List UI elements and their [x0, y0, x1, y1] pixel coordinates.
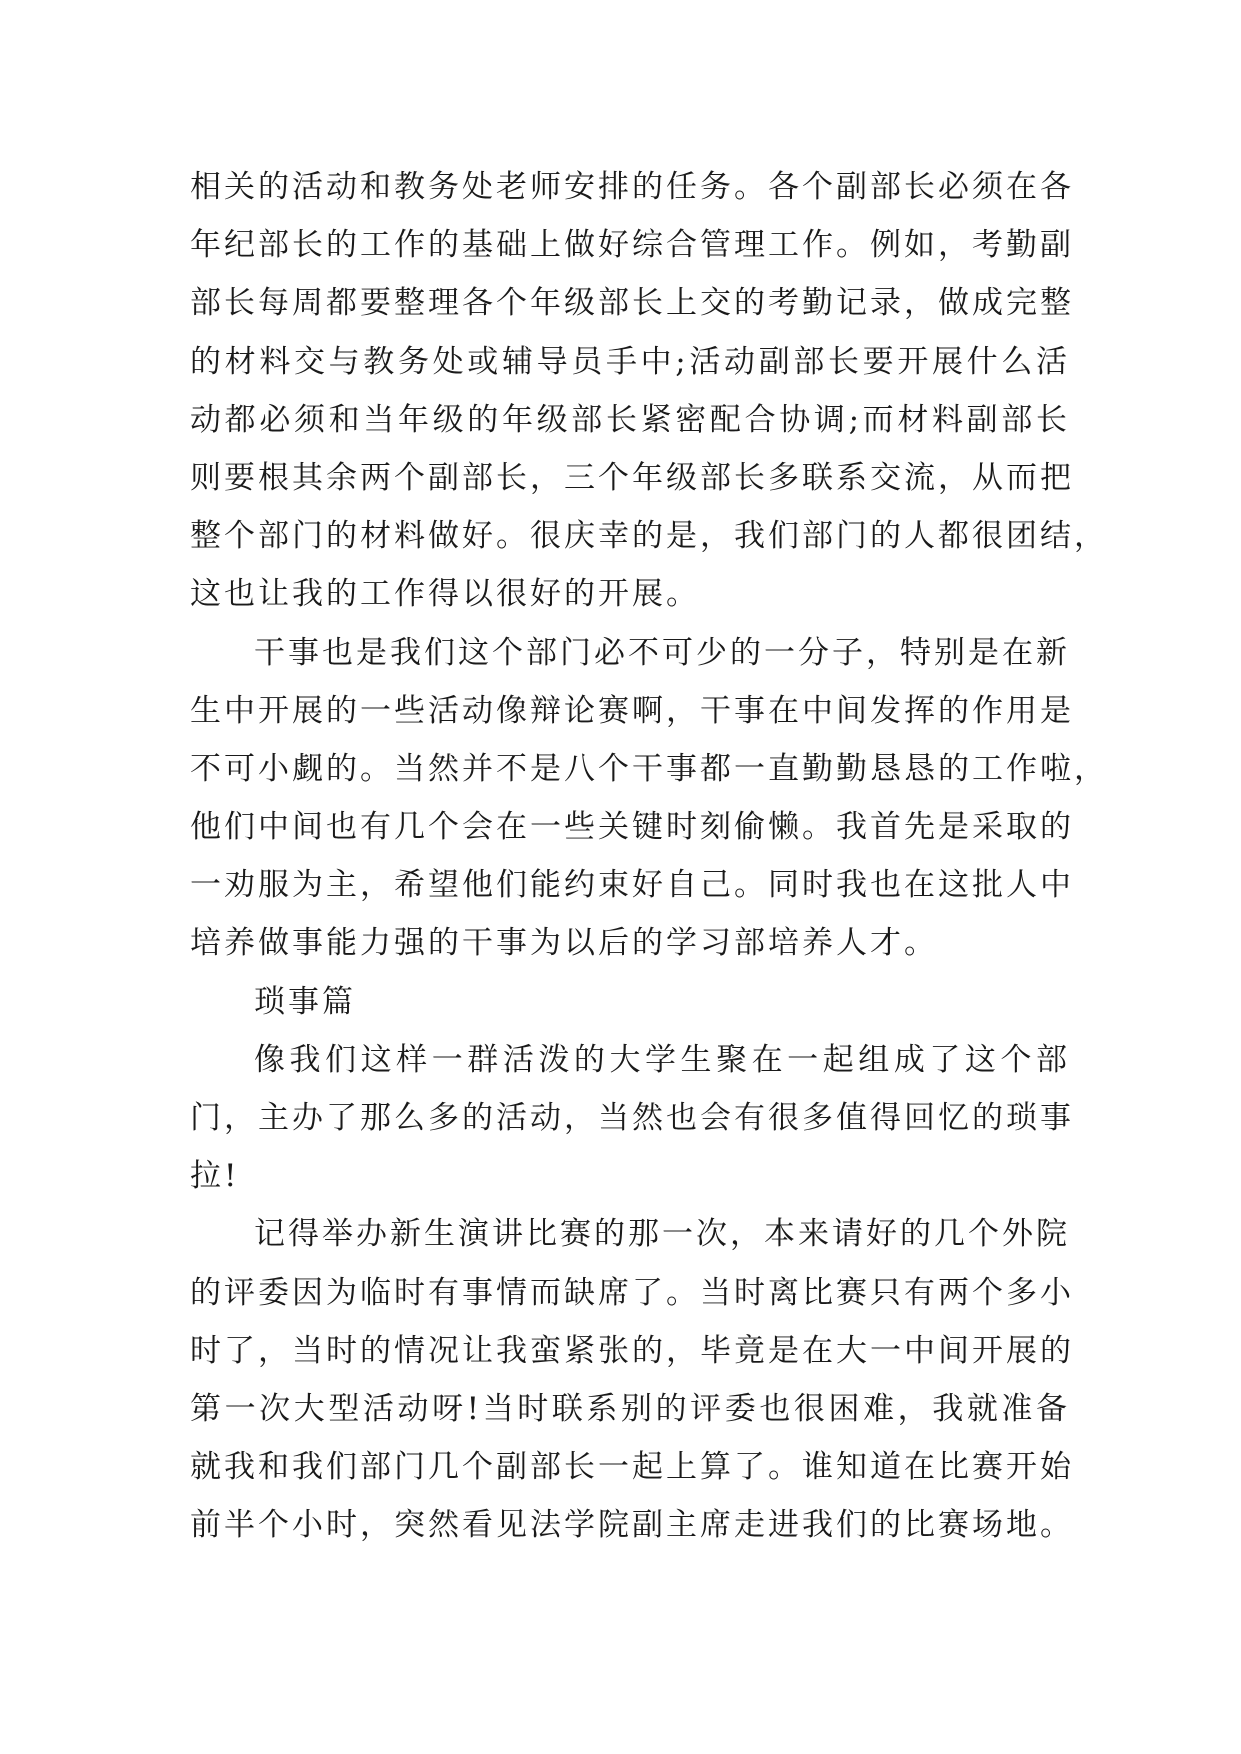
text-line: 生中开展的一些活动像辩论赛啊，干事在中间发挥的作用是 [190, 692, 1074, 729]
text-line: 的评委因为临时有事情而缺席了。当时离比赛只有两个多小 [190, 1274, 1074, 1311]
text-line: 第一次大型活动呀!当时联系别的评委也很困难，我就准备 [190, 1390, 1070, 1427]
text-line: 琐事篇 [254, 983, 356, 1020]
text-line: 门，主办了那么多的活动，当然也会有很多值得回忆的琐事 [190, 1100, 1074, 1136]
text-line: 他们中间也有几个会在一些关键时刻偷懒。我首先是采取的 [190, 809, 1074, 846]
text-line: 这也让我的工作得以很好的开展。 [190, 576, 700, 613]
text-line: 则要根其余两个副部长，三个年级部长多联系交流，从而把 [190, 459, 1074, 496]
text-line: 的材料交与教务处或辅导员手中;活动副部长要开展什么活 [190, 343, 1070, 380]
text-line: 整个部门的材料做好。很庆幸的是，我们部门的人都很团结， [190, 518, 1108, 555]
text-line: 记得举办新生演讲比赛的那一次，本来请好的几个外院 [254, 1216, 1070, 1253]
text-line: 年纪部长的工作的基础上做好综合管理工作。例如，考勤副 [190, 227, 1074, 264]
text-line: 拉! [190, 1158, 240, 1195]
text-line: 时了，当时的情况让我蛮紧张的，毕竟是在大一中间开展的 [190, 1332, 1074, 1369]
text-line: 部长每周都要整理各个年级部长上交的考勤记录，做成完整 [190, 285, 1074, 322]
text-line: 像我们这样一群活泼的大学生聚在一起组成了这个部 [254, 1041, 1070, 1078]
text-line: 不可小觑的。当然并不是八个干事都一直勤勤恳恳的工作啦， [190, 750, 1108, 787]
text-line: 干事也是我们这个部门必不可少的一分子，特别是在新 [254, 634, 1070, 671]
text-line: 培养做事能力强的干事为以后的学习部培养人才。 [190, 925, 938, 962]
text-line: 就我和我们部门几个副部长一起上算了。谁知道在比赛开始 [190, 1449, 1074, 1486]
document-body [190, 158, 1108, 1555]
text-line: 动都必须和当年级的年级部长紧密配合协调;而材料副部长 [190, 401, 1070, 438]
text-line: 前半个小时，突然看见法学院副主席走进我们的比赛场地。 [190, 1507, 1074, 1544]
text-line: 一劝服为主，希望他们能约束好自己。同时我也在这批人中 [190, 867, 1074, 904]
text-line: 相关的活动和教务处老师安排的任务。各个副部长必须在各 [190, 169, 1074, 205]
